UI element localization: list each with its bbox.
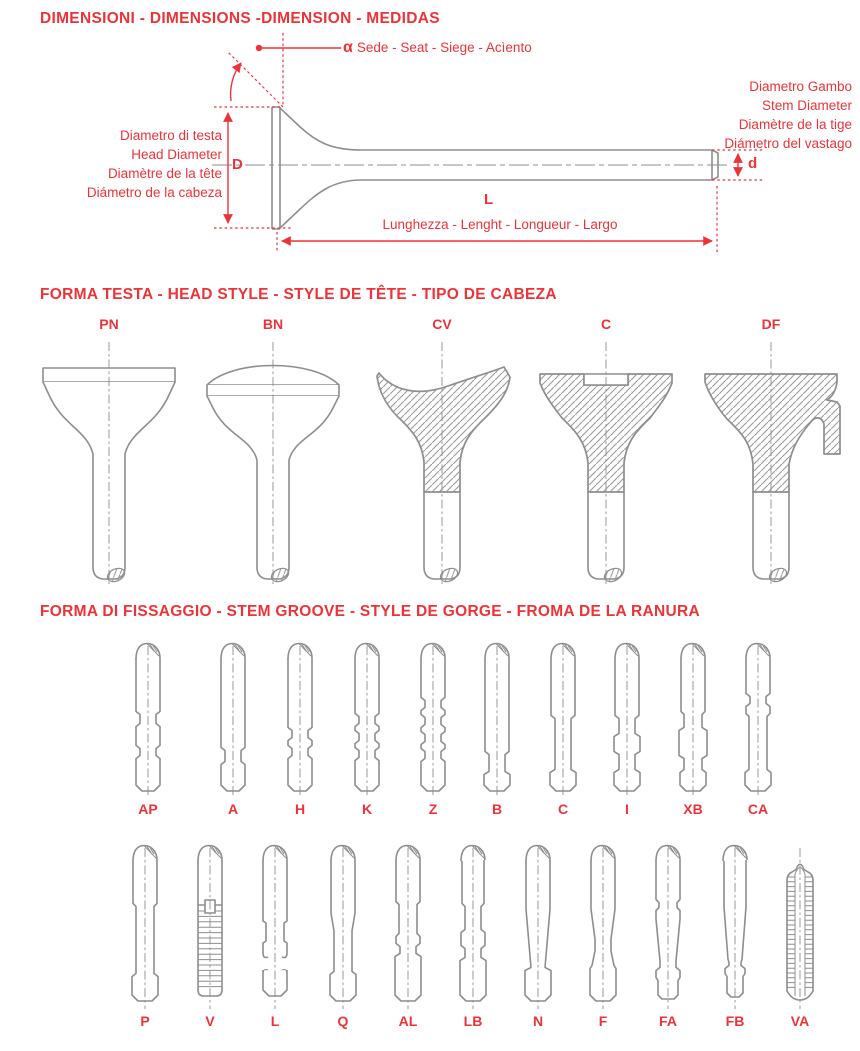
head-style-drawing-df [691, 338, 851, 593]
stem-groove-figure-h: H [276, 641, 324, 817]
stem-groove-figure-al: AL [384, 843, 432, 1029]
stem-groove-figure-l: L [251, 843, 299, 1029]
seat-angle-label: α Sede - Seat - Siege - Acìento [343, 39, 532, 56]
stem-groove-figure-ap: AP [124, 641, 172, 817]
stem-groove-drawing-k [343, 641, 391, 801]
stem-groove-figure-fb: FB [711, 843, 759, 1029]
head-style-drawing-pn [29, 338, 189, 593]
stem-groove-drawing-v [186, 843, 234, 1013]
stem-groove-drawing-xb [669, 641, 717, 801]
stem-grooves-title: FORMA DI FISSAGGIO - STEM GROOVE - STYLE DE GORGE - FROMA DE LA RANURA [40, 603, 700, 620]
stem-groove-figure-p: P [121, 843, 169, 1029]
stem-groove-figure-n: N [514, 843, 562, 1029]
stem-groove-drawing-a [209, 641, 257, 801]
head-style-drawing-c [526, 338, 686, 593]
stem-groove-figure-a: A [209, 641, 257, 817]
stem-groove-drawing-al [384, 843, 432, 1013]
stem-groove-figure-v: V [186, 843, 234, 1029]
dimensions-title: DIMENSIONI - DIMENSIONS -DIMENSION - MEDIDAS [40, 10, 440, 27]
stem-groove-drawing-n [514, 843, 562, 1013]
length-symbol: L [484, 191, 494, 208]
stem-groove-figure-k: K [343, 641, 391, 817]
stem-groove-figure-xb: XB [669, 641, 717, 817]
length-label: Lunghezza - Lenght - Longueur - Largo [382, 217, 618, 232]
stem-groove-drawing-ap [124, 641, 172, 801]
head-style-drawing-cv [362, 338, 522, 593]
stem-groove-figure-f: F [579, 843, 627, 1029]
stem-diameter-label: Diametro Gambo Stem Diameter Diamètre de la tige Diámetro del vastago [724, 79, 852, 151]
stem-diameter-symbol: d [748, 155, 758, 172]
head-style-figure-cv: CV [362, 316, 522, 593]
stem-groove-drawing-f [579, 843, 627, 1013]
stem-groove-drawing-p [121, 843, 169, 1013]
stem-groove-drawing-z [409, 641, 457, 801]
seat-angle-dot [256, 45, 262, 51]
stem-groove-drawing-i [603, 641, 651, 801]
head-style-figure-pn: PN [29, 316, 189, 593]
stem-groove-drawing-fb [711, 843, 759, 1013]
stem-groove-drawing-h [276, 641, 324, 801]
head-style-figure-bn: BN [193, 316, 353, 593]
stem-groove-drawing-fa [644, 843, 692, 1013]
stem-groove-figure-i: I [603, 641, 651, 817]
stem-groove-figure-c: C [539, 641, 587, 817]
stem-groove-drawing-c [539, 641, 587, 801]
head-style-figure-df: DF [691, 316, 851, 593]
stem-groove-drawing-b [473, 641, 521, 801]
stem-groove-figure-lb: LB [449, 843, 497, 1029]
head-styles-title: FORMA TESTA - HEAD STYLE - STYLE DE TÊTE - TIPO DE CABEZA [40, 286, 557, 303]
head-diameter-symbol: D [232, 156, 243, 173]
stem-groove-figure-ca: CA [734, 641, 782, 817]
head-diameter-label: Diametro di testa Head Diameter Diamètre de la tête Diámetro de la cabeza [86, 128, 222, 200]
head-style-drawing-bn [193, 338, 353, 593]
stem-groove-figure-q: Q [319, 843, 367, 1029]
stem-groove-figure-b: B [473, 641, 521, 817]
stem-groove-drawing-va [776, 843, 824, 1013]
stem-groove-figure-fa: FA [644, 843, 692, 1029]
stem-groove-figure-va: VA [776, 843, 824, 1029]
stem-groove-drawing-l [251, 843, 299, 1013]
stem-groove-drawing-ca [734, 641, 782, 801]
stem-groove-drawing-q [319, 843, 367, 1013]
stem-groove-figure-z: Z [409, 641, 457, 817]
stem-groove-drawing-lb [449, 843, 497, 1013]
alpha-symbol: α [343, 39, 353, 56]
head-style-figure-c: C [526, 316, 686, 593]
